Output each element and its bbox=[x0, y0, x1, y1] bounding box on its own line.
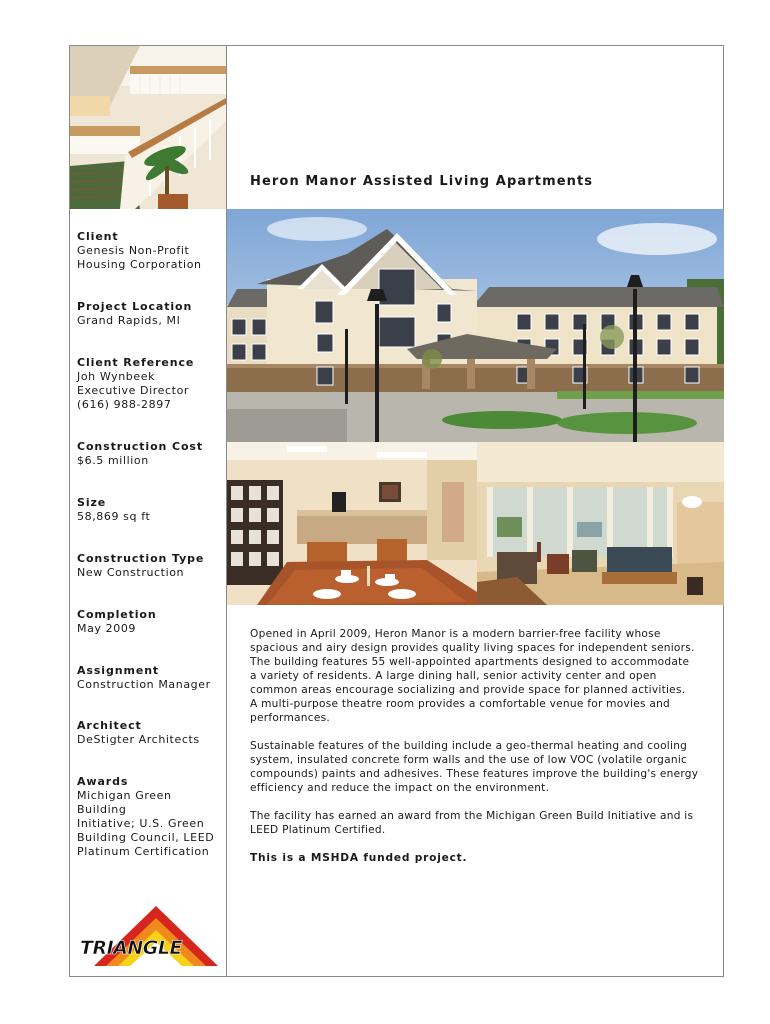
project-sheet bbox=[69, 45, 724, 977]
lounge-photo bbox=[477, 442, 724, 605]
field-value: May 2009 bbox=[77, 622, 137, 635]
field-construction-cost bbox=[77, 440, 222, 468]
field-label: Assignment bbox=[77, 664, 160, 677]
dining-room-photo bbox=[227, 442, 477, 605]
field-architect bbox=[77, 719, 222, 747]
field-label: Client bbox=[77, 230, 119, 243]
page-title: Heron Manor Assisted Living Apartments bbox=[250, 174, 594, 189]
exterior-photo bbox=[227, 209, 724, 442]
field-label: Client Reference bbox=[77, 356, 195, 369]
field-project-location bbox=[77, 300, 222, 328]
field-value: Joh Wynbeek Executive Director (616) 988-2897 bbox=[77, 370, 190, 411]
field-completion bbox=[77, 608, 222, 636]
field-value: New Construction bbox=[77, 566, 185, 579]
field-client bbox=[77, 230, 222, 272]
description-paragraph: Opened in April 2009, Heron Manor is a modern barrier-free facility whose spacious and airy design provides quality living spaces for independent seniors. The building features 55 well-appointed apartments designed to accommodate a variety of residents. A large dining hall, senior activity center and open common areas encourage socializing and provide space for planned activities. A multi-purpose theatre room provides a comfortable venue for movies and performances. bbox=[250, 628, 695, 724]
field-client-reference bbox=[77, 356, 222, 412]
field-label: Architect bbox=[77, 719, 142, 732]
field-label: Completion bbox=[77, 608, 157, 621]
field-label: Size bbox=[77, 496, 107, 509]
field-value: 58,869 sq ft bbox=[77, 510, 151, 523]
field-value: Genesis Non-Profit Housing Corporation bbox=[77, 244, 202, 271]
field-value: Construction Manager bbox=[77, 678, 211, 691]
field-value: Michigan Green Building Initiative; U.S. Green Building Council, LEED Platinum Certification bbox=[77, 789, 215, 858]
sustainability-paragraph: Sustainable features of the building include a geo-thermal heating and cooling system, insulated concrete form walls and the use of low VOC (volatile organic compounds) paints and adhesives. These features improve the building's energy efficiency and reduce the impact on the environment. bbox=[250, 740, 699, 794]
stairwell-photo bbox=[70, 46, 226, 209]
field-awards bbox=[77, 775, 222, 859]
field-label: Construction Type bbox=[77, 552, 205, 565]
field-value: Grand Rapids, MI bbox=[77, 314, 181, 327]
award-paragraph: The facility has earned an award from the Michigan Green Build Initiative and is LEED Platinum Certified. bbox=[250, 810, 694, 836]
field-value: DeStigter Architects bbox=[77, 733, 200, 746]
triangle-logo bbox=[78, 904, 218, 968]
project-description bbox=[250, 627, 710, 879]
field-assignment bbox=[77, 664, 222, 692]
funding-note: This is a MSHDA funded project. bbox=[250, 852, 468, 864]
field-label: Project Location bbox=[77, 300, 193, 313]
field-value: $6.5 million bbox=[77, 454, 149, 467]
field-construction-type bbox=[77, 552, 222, 580]
field-label: Construction Cost bbox=[77, 440, 204, 453]
logo-wordmark: TRIANGLE bbox=[80, 937, 182, 959]
field-size bbox=[77, 496, 222, 524]
field-label: Awards bbox=[77, 775, 129, 788]
